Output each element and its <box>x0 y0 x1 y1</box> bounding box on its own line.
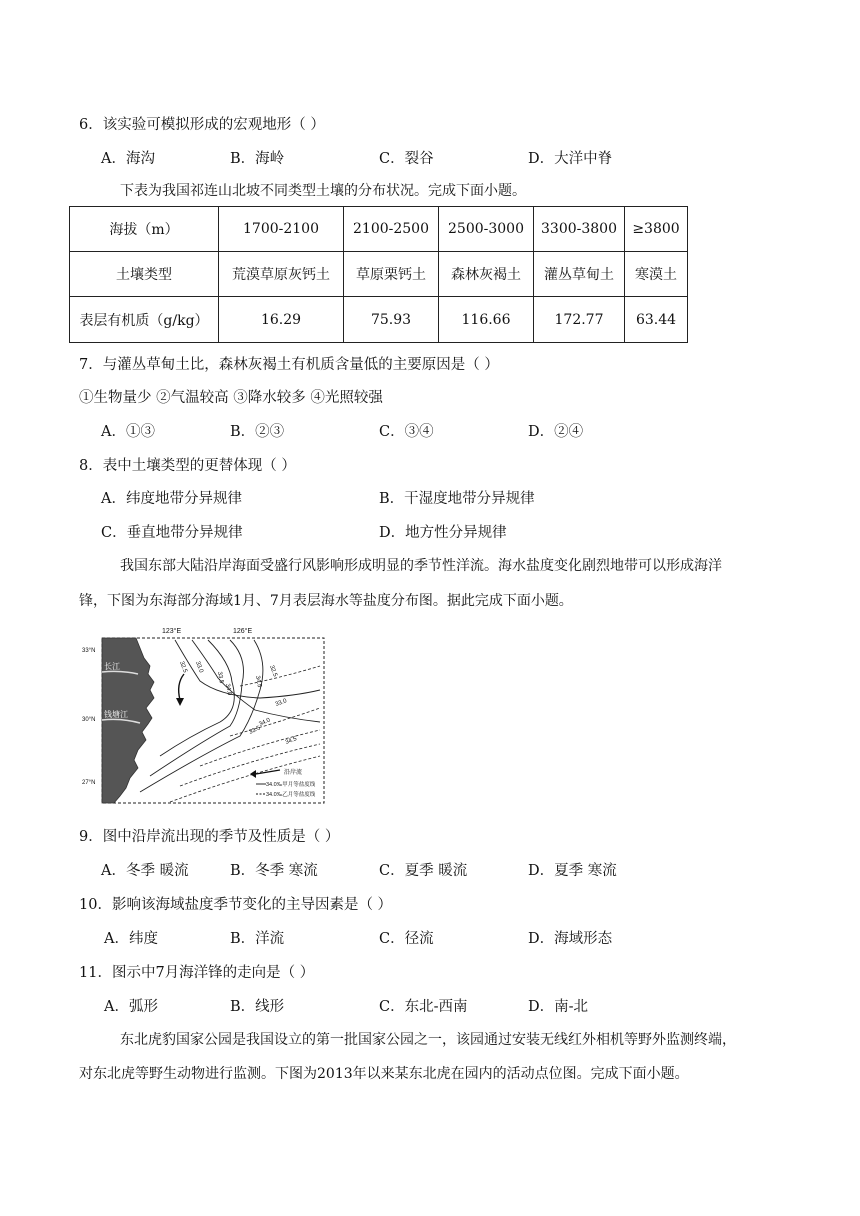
table-row-altitude <box>70 207 688 252</box>
salinity-map-svg <box>80 626 328 808</box>
q7-option-c: C．③④ <box>379 424 434 440</box>
q7-stem: 7．与灌丛草甸土比，森林灰褐土有机质含量低的主要原因是（ ） <box>79 357 499 373</box>
soil-table <box>69 206 688 343</box>
q6-options <box>101 147 701 167</box>
row-header-organic-matter: 表层有机质（g/kg） <box>70 297 219 343</box>
table-cell: 1700-2100 <box>219 207 344 252</box>
row-header-altitude: 海拔（m） <box>70 207 219 252</box>
lat-label: 33°N <box>82 648 96 654</box>
q9-stem: 9．图中沿岸流出现的季节及性质是（ ） <box>79 829 340 845</box>
table-cell: 3300-3800 <box>534 207 625 252</box>
place-label-qiantangjiang: 钱塘江 <box>104 710 128 719</box>
table-cell: 172.77 <box>534 297 625 343</box>
isoline-label: 33.5 <box>248 725 262 736</box>
isoline-label: 33.5 <box>216 671 224 684</box>
q7-option-b: B．②③ <box>230 424 285 440</box>
table-cell: 75.93 <box>344 297 439 343</box>
q6-option-b: B．海岭 <box>230 151 285 167</box>
table-cell: 灌丛草甸土 <box>534 252 625 297</box>
q8-stem: 8．表中土壤类型的更替体现（ ） <box>79 458 296 474</box>
salinity-map <box>80 626 328 808</box>
q9-option-a: A．冬季 暖流 <box>101 863 189 879</box>
legend-item: 34.0‰乙月等盐度线 <box>266 792 316 798</box>
q11-options <box>104 995 704 1015</box>
row-header-soil-type: 土壤类型 <box>70 252 219 297</box>
q11-option-a: A．弧形 <box>104 999 158 1015</box>
q9-option-d: D．夏季 寒流 <box>528 863 617 879</box>
legend-item: 沿岸流 <box>284 770 303 776</box>
q6-option-c: C．裂谷 <box>379 151 434 167</box>
q6-option-a: A．海沟 <box>101 151 155 167</box>
table-row-organic-matter <box>70 297 688 343</box>
q10-option-b: B．洋流 <box>230 931 285 947</box>
q8-option-b: B．干湿度地带分异规律 <box>379 491 535 507</box>
q10-options <box>104 927 704 947</box>
table-cell: 2500-3000 <box>439 207 534 252</box>
q9-option-c: C．夏季 暖流 <box>379 863 468 879</box>
q11-option-b: B．线形 <box>230 999 285 1015</box>
intro-sea-line2: 锋，下图为东海部分海域1月、7月表层海水等盐度分布图。据此完成下面小题。 <box>79 593 573 609</box>
q11-stem: 11．图示中7月海洋锋的走向是（ ） <box>79 965 315 981</box>
q8-options-row2 <box>101 521 701 541</box>
q7-option-a: A．①③ <box>101 424 155 440</box>
q8-option-d: D．地方性分异规律 <box>379 525 507 541</box>
isoline-label: 34.5 <box>284 736 298 746</box>
q8-options-row1 <box>101 487 701 507</box>
table-cell: 森林灰褐土 <box>439 252 534 297</box>
table-cell: 63.44 <box>625 297 688 343</box>
lat-label: 27°N <box>82 780 96 786</box>
q9-options <box>101 859 701 879</box>
table-cell: 荒漠草原灰钙土 <box>219 252 344 297</box>
q11-option-c: C．东北-西南 <box>379 999 468 1015</box>
q10-option-c: C．径流 <box>379 931 434 947</box>
q6-stem: 6．该实验可模拟形成的宏观地形（ ） <box>79 117 325 133</box>
isoline-label: 33.0 <box>274 698 288 708</box>
table-cell: 2100-2500 <box>344 207 439 252</box>
place-label-changjiang: 长江 <box>104 662 120 671</box>
q10-stem: 10．影响该海域盐度季节变化的主导因素是（ ） <box>79 897 393 913</box>
table-cell: 草原栗钙土 <box>344 252 439 297</box>
table-cell: 116.66 <box>439 297 534 343</box>
q8-option-a: A．纬度地带分异规律 <box>101 491 242 507</box>
isoline-label: 32.5 <box>268 664 278 678</box>
intro-soil: 下表为我国祁连山北坡不同类型土壤的分布状况。完成下面小题。 <box>120 183 526 199</box>
intro-tiger-line2: 对东北虎等野生动物进行监测。下图为2013年以来某东北虎在园内的活动点位图。完成下面小题。 <box>79 1066 689 1082</box>
lon-label: 123°E <box>162 628 182 635</box>
q10-option-a: A．纬度 <box>104 931 158 947</box>
isoline-label: 33.0 <box>194 660 204 674</box>
q11-option-d: D．南-北 <box>528 999 589 1015</box>
q7-option-d: D．②④ <box>528 424 584 440</box>
q6-option-d: D．大洋中脊 <box>528 151 613 167</box>
lat-label: 30°N <box>82 717 96 723</box>
lon-label: 126°E <box>233 628 253 635</box>
isoline-label: 34.0 <box>258 717 272 728</box>
intro-sea-line1: 我国东部大陆沿岸海面受盛行风影响形成明显的季节性洋流。海水盐度变化剧烈地带可以形成海洋 <box>120 558 722 574</box>
table-cell: ≥3800 <box>625 207 688 252</box>
isoline-label: 34.5 <box>254 675 262 688</box>
q7-options <box>101 420 701 440</box>
q8-option-c: C．垂直地带分异规律 <box>101 525 243 541</box>
q7-choices: ①生物量少 ②气温较高 ③降水较多 ④光照较强 <box>79 390 383 406</box>
isoline-label: 32.5 <box>178 660 188 674</box>
q10-option-d: D．海域形态 <box>528 931 613 947</box>
table-cell: 16.29 <box>219 297 344 343</box>
isoline-label: 34.0 <box>224 683 232 696</box>
table-cell: 寒漠土 <box>625 252 688 297</box>
intro-tiger-line1: 东北虎豹国家公园是我国设立的第一批国家公园之一，该园通过安装无线红外相机等野外监测终端， <box>120 1032 736 1048</box>
legend-item: 34.0‰甲月等盐度线 <box>266 782 316 788</box>
table-row-soil-type <box>70 252 688 297</box>
q9-option-b: B．冬季 寒流 <box>230 863 318 879</box>
